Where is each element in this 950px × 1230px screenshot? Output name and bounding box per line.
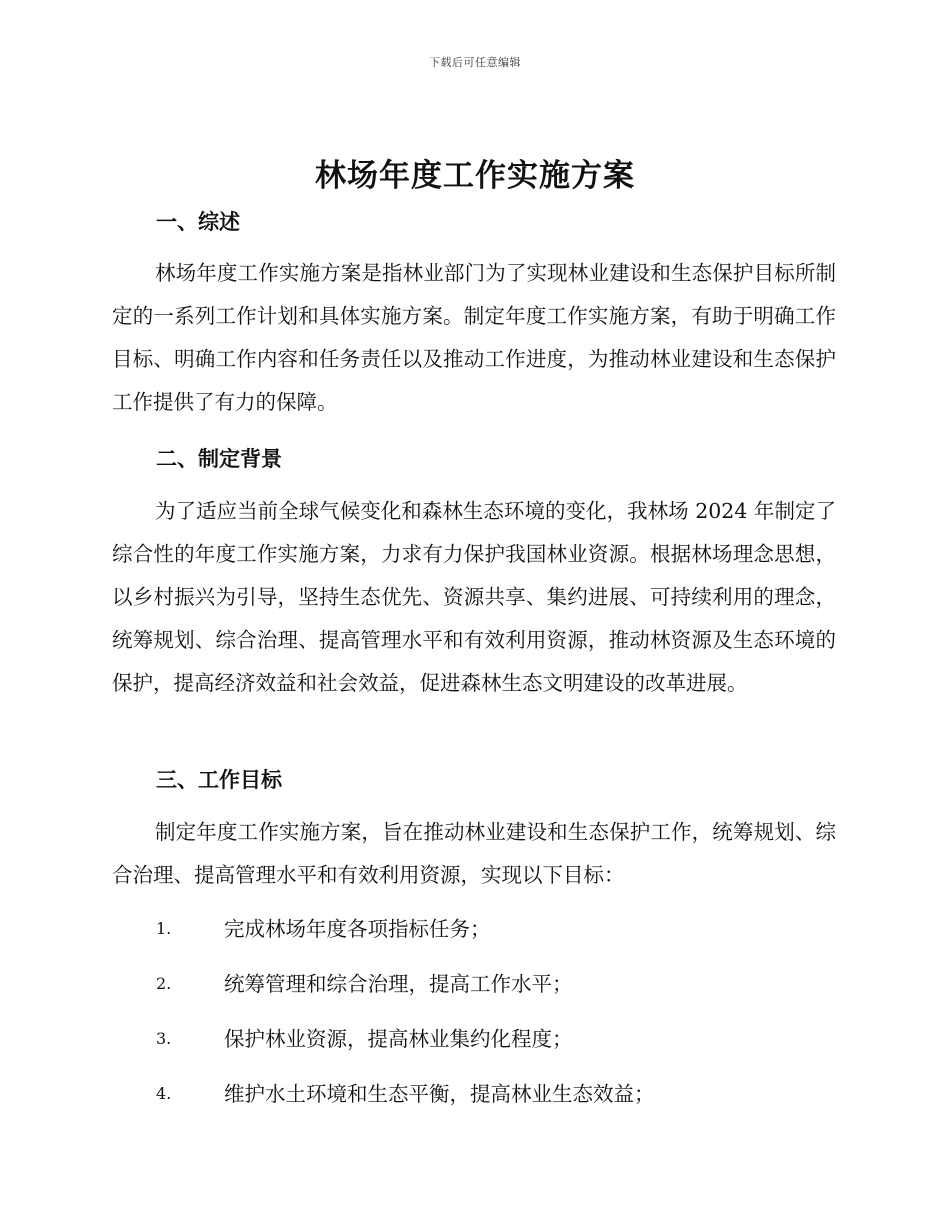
goal-list-item	[156, 969, 836, 999]
list-text: 保护林业资源，提高林业集约化程度；	[224, 1027, 573, 1051]
goal-list-item	[156, 1024, 836, 1054]
list-number: 1.	[156, 919, 172, 938]
section-paragraph-overview: 林场年度工作实施方案是指林业部门为了实现林业建设和生态保护目标所制定的一系列工作计划和具体实施方案。制定年度工作实施方案，有助于明确工作目标、明确工作内容和任务责任以及推动工作进度，为推动林业建设和生态保护工作提供了有力的保障。	[112, 261, 836, 414]
list-text: 完成林场年度各项指标任务；	[224, 917, 491, 941]
section-heading-goals: 三、工作目标	[156, 768, 282, 792]
goal-list-item	[156, 1079, 836, 1109]
list-number: 3.	[156, 1029, 172, 1048]
list-text: 维护水土环境和生态平衡，提高林业生态效益；	[224, 1082, 655, 1106]
section-paragraph-goals: 制定年度工作实施方案，旨在推动林业建设和生态保护工作，统筹规划、综合治理、提高管理水平和有效利用资源，实现以下目标：	[112, 820, 836, 887]
list-number: 4.	[156, 1084, 172, 1103]
list-text: 统筹管理和综合治理，提高工作水平；	[224, 972, 573, 996]
page-header-note: 下载后可任意编辑	[429, 56, 521, 69]
document-title: 林场年度工作实施方案	[315, 158, 635, 194]
section-heading-background: 二、制定背景	[156, 447, 282, 471]
list-number: 2.	[156, 974, 172, 993]
goal-list-item	[156, 914, 836, 944]
section-heading-overview: 一、综述	[156, 210, 240, 234]
section-paragraph-background: 为了适应当前全球气候变化和森林生态环境的变化，我林场 2024 年制定了综合性的年度工作实施方案，力求有力保护我国林业资源。根据林场理念思想，以乡村振兴为引导，坚持生态优先、资源共享、集约进展、可持续利用的理念，统筹规划、综合治理、提高管理水平和有效利用资源，推动林资源及生态环境的保护，提高经济效益和社会效益，促进森林生态文明建设的改革进展。	[112, 499, 836, 695]
